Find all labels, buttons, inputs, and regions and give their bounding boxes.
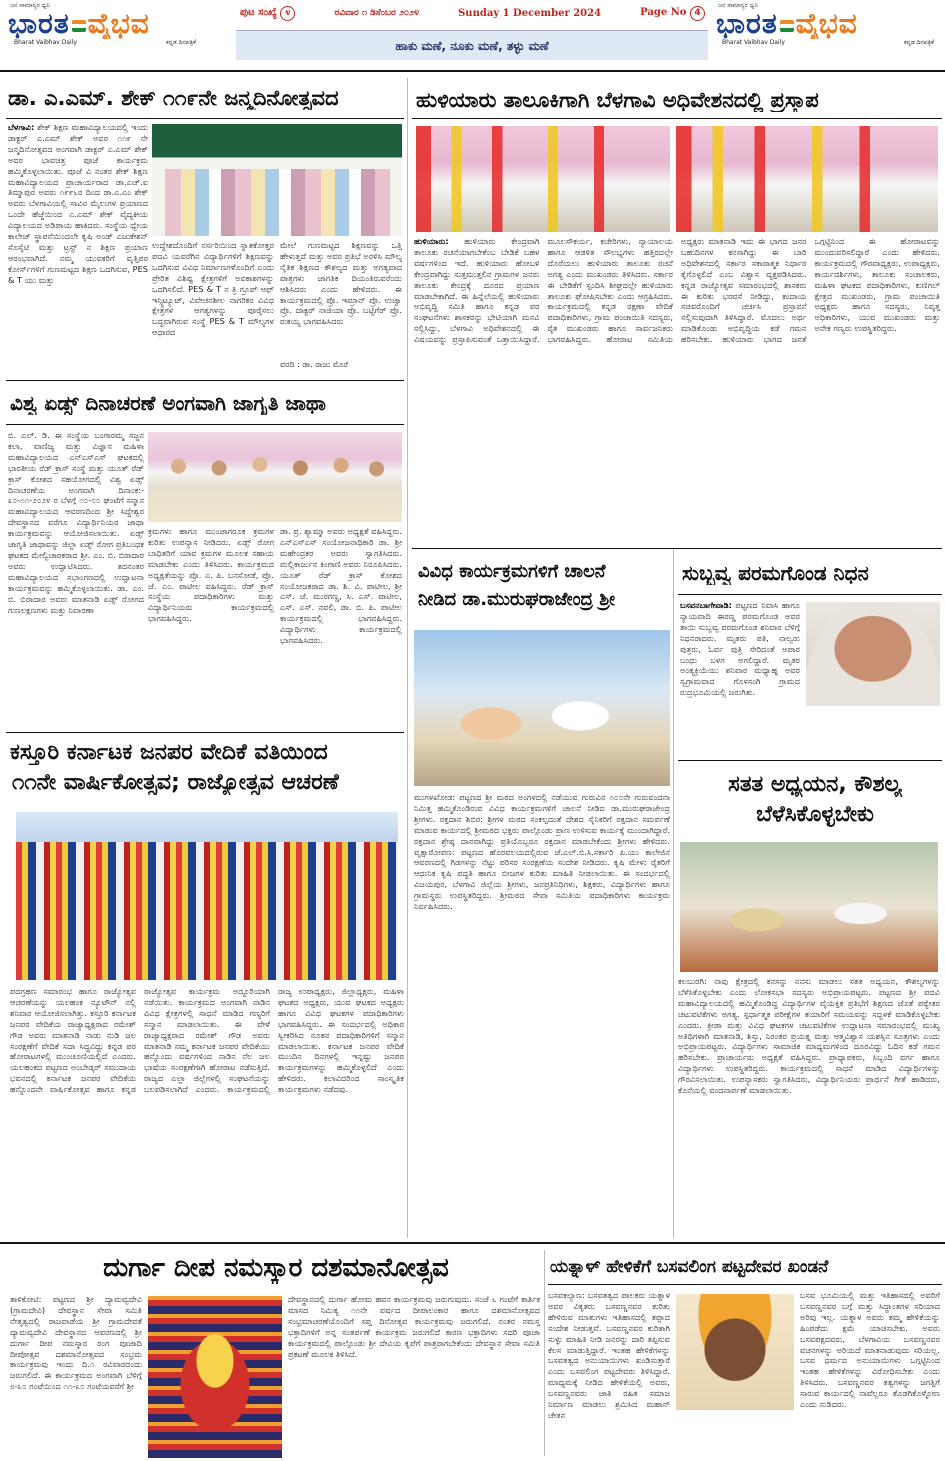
photo-shaikh-group — [152, 124, 402, 236]
article-yatnal-col1: ಬಸವಕಲ್ಯಾಣ: ಬಸವತತ್ವದ ಪಾಲಕರು ಯತ್ನಾಳ ಅವರ ವಿಕೃತರು ಬಸವಣ್ಣನವರ ಕುರಿತು ಹೇಳಿರುವ ಮಾತುಗಳು ಇತಿಹಾಸದಲ್ಲಿ ತಪ್ಪಾದ ಸಂದೇಶ ನೀಡುತ್ತವೆ. ಬಸವಣ್ಣನವರ ಕುರಿತಾಗಿ ಸುಳ್ಳು ಮಾಹಿತಿ ನೀಡಿ ಜನರನ್ನು ದಾರಿ ತಪ್ಪಿಸುವ ಕೆಲಸ ಮಾಡುತ್ತಿದ್ದಾರೆ. ಇಂತಹ ಹೇಳಿಕೆಗಳನ್ನು ಬಸವತತ್ವದ ಅನುಯಾಯಿಗಳು ಖಂಡಿಸುತ್ತಾರೆ ಎಂದು ಬಸವಲಿಂಗ ಪಟ್ಟದೇವರು ತಿಳಿಸಿದ್ದಾರೆ. ಮಾಧ್ಯಮಕ್ಕೆ ನೀಡಿದ ಹೇಳಿಕೆಯಲ್ಲಿ ಅವರು, ಬಸವಣ್ಣನವರು ಜಾತಿ ರಹಿತ ಸಮಾಜ ನಿರ್ಮಾಣ ಮಾಡಲು ಶ್ರಮಿಸಿದ ಮಹಾನ್ ಚೇತನ — [548, 1290, 670, 1420]
section-rule — [412, 548, 942, 549]
page-count-label: ಪುಟ ಸಂಖ್ಯೆ — [240, 6, 277, 18]
logo-tagline: ಜನ ಸಾಮಾನ್ಯರ ಧ್ವನಿ — [10, 2, 50, 9]
photo-sathata-event — [680, 842, 938, 972]
photo-kasturi-group — [16, 812, 398, 980]
article-yatnal-col2: ಬಸವ ಭೂಮಿಯಲ್ಲಿ ಮತ್ತು ಇತಿಹಾಸದಲ್ಲಿ ಅವರಿಗೆ ಬಸವಣ್ಣನವರ ಬಗ್ಗೆ ಮತ್ತು ಸಿದ್ಧಾಂತಗಳ ಸರಿಯಾದ ಅರಿವು ಇಲ್ಲ. ಯತ್ನಾಳ ಅವರು ತಮ್ಮ ಹೇಳಿಕೆಯನ್ನು ಹಿಂಪಡೆದು ಕ್ಷಮೆ ಯಾಚಿಸಬೇಕು. ಅವರು ಬಸವಪಕ್ಷದವರು, ಬೆಳಗಾವಿಯ ಬಸವಣ್ಣನವರ ವಚನಗಳನ್ನು ಅರಿಯದೆ ಮಾತನಾಡುವುದು ಸರಿಯಲ್ಲ. ಬಸವ ಧರ್ಮದ ಅನುಯಾಯಿಗಳು ಒಗ್ಗಟ್ಟಿನಿಂದ ಇಂತಹ ಹೇಳಿಕೆಗಳನ್ನು ವಿರೋಧಿಸಬೇಕು ಎಂದು ತಿಳಿಸಿದರು. ಬಸವಣ್ಣನವರ ತತ್ವಗಳನ್ನು ಜಗತ್ತಿಗೆ ಸಾರುವ ಕಾರ್ಯದಲ್ಲಿ ನಾವೆಲ್ಲರೂ ತೊಡಗಿಕೊಳ್ಳೋಣ ಎಂದು ನುಡಿದರು. — [800, 1290, 940, 1410]
section-rule — [6, 118, 404, 119]
page-count: ೪ — [280, 6, 295, 21]
masthead-slogan: ಹಾಕು ಮಣೆ, ನೂಕು ಮಣೆ, ತಳ್ಳು ಮಣೆ — [236, 30, 708, 60]
article-aids-col3: ಡಾ. ಪ್ರ. ಶ್ಯಾಮ್ಮಾ ಅವರು ಅಧ್ಯಕ್ಷತೆ ವಹಿಸಿದ್ದರು. ಎನ್ಎಸ್ಎಸ್ ಸಂಯೋಜನಾಧಿಕಾರಿ ಡಾ. ಶ್ರೀ ಮಹೇಂದ್ರಕರ ಅವರು ಸ್ವಾಗತಿಸಿದರು. ಮಲ್ಲಿಕಾರ್ಜುನ ಕಿಂಗಾಣಿ ಅವರು ನಿರೂಪಿಸಿದರು. ಯೂತ್ ರೆಡ್ ಕ್ರಾಸ್ ಕೋಶದ ಸಂಯೋಜಕರಾದ ಡಾ. ಶಿ. ವಿ. ಪಾಟೀಲ, ಶ್ರೀ ಎಸ್. ಜೆ. ಮುರಗಣ್ಣ, ಸಿ. ಎಸ್. ಪಾಟೀಲ, ಎಸ್. ಎಸ್. ನವಲಿ, ಡಾ. ಬಿ. ಪಿ. ಪಾಟೀಲ ಕಾರ್ಯಕ್ರಮದಲ್ಲಿ ಭಾಗವಹಿಸಿದ್ದರು. ವಿದ್ಯಾರ್ಥಿಗಳು ಕಾರ್ಯಕ್ರಮದಲ್ಲಿ ಭಾಗವಹಿಸಿದರು. — [280, 526, 402, 646]
article-shaikh-col3: ಮೇಲೆ ಗುಣಮಟ್ಟದ ಶಿಕ್ಷಣವನ್ನು ಒತ್ತಿ ಹೇಳುತ್ತದೆ ಮತ್ತು ಅವರ ಪ್ರತಿಭೆ ಅರಳಿಸಿ ಮೌಲ್ಯ ನೈತಿಕ ಶಿಕ್ಷಣದ ಕೌಶಲ್ಯದ ಮತ್ತು ಅಗತ್ಯವಾದ ಪಾತ್ರಗಳು ಜಾಗತಿಕ ದಿಯಂತಿರುವರೆಂದು ಆಶಿಸಿದರು ಎಂದು ಹೇಳಿದರು. ಈ ಕಾರ್ಯಕ್ರಮದಲ್ಲಿ ಪ್ರೊ. ಇಮ್ರಾನ್ ಪ್ರೊ. ಉಜ್ವಾ ಪ್ರೊ. ದಾಕ್ಟರ್ ನಾಜಿಯಾ ಪ್ರೊ. ಬಟ್ಟಿಗೆರ್ ಪ್ರೊ. ರುಕಯ್ಯ ಭಾಗವಹಿಸಿದರು — [280, 240, 402, 327]
article-durga-col1: ತಾಳಿಕೋಟಿ: ಪಟ್ಟಣದ ಶ್ರೀ ದ್ಯಾಮವ್ವದೇವಿ (ಗ್ರಾಮದೇವಿ) ದೇವಸ್ಥಾನ ಸೇವಾ ಸಮಿತಿ ನೇತೃತ್ವದಲ್ಲಿ ರಾಜವಾಡೆಯ ಶ್ರೀ ಗ್ರಾಮದೇವತೆ ದ್ಯಾಮವ್ವದೇವಿ ದೇವಸ್ಥಾನದ ಆವರಣದಲ್ಲಿ ಶ್ರೀ ದುರ್ಗಾ ದೀಪ ನಮಸ್ಕಾರ ರಂಗ ಪೂಜಾದಿ ದೀಪೋತ್ಸವ ದಶಮಾನೋತ್ಸವದ ಸಂಭ್ರಮ ಕಾರ್ಯಕ್ರಮವು ಇಂದು ದಿ.೧ ರವಿವಾರದಂದು ಜರುಗಲಿದೆ. ಈ ಕಾರ್ಯಕ್ರಮದ ಅಂಗವಾಗಿ ಬೆಳಿಗ್ಗೆ ೮-೩೦ ಗಂಟೆಯಿಂದ ೧೧-೩೦ ಗಂಟೆಯವರೆಗೆ ಶ್ರೀ — [10, 1294, 142, 1392]
headline-huliyar: ಹುಳಿಯಾರು ತಾಲೂಕಿಗಾಗಿ ಬೆಳಗಾವಿ ಅಧಿವೇಶನದಲ್ಲಿ ಪ್ರಸ್ತಾಪ — [416, 88, 819, 112]
section-rule — [678, 760, 942, 761]
headline-sathata-1: ಸತತ ಅಧ್ಯಯನ, ಕೌಶಲ್ಯ — [728, 772, 902, 797]
logo-subtitle: Bharat Vaibhav Daily ಕನ್ನಡ ದಿನಪತ್ರಿಕೆ — [14, 39, 196, 46]
kannada-date: ರವಿವಾರ ೧ ಡಿಸೆಂಬರ ೨೦೨೪ — [334, 8, 420, 18]
logo-wordmark: ಭಾರತ ವೈಭವ — [716, 9, 858, 39]
flag-icon — [780, 20, 794, 32]
headline-aids: ವಿಶ್ವ ಏಡ್ಸ್ ದಿನಾಚರಣೆ ಅಂಗವಾಗಿ ಜಾಗೃತಿ ಜಾಥಾ — [10, 392, 326, 415]
photo-aids-rally — [148, 432, 402, 522]
english-date: Sunday 1 December 2024 — [458, 7, 602, 19]
headline-kasturi-2: ೧೧ನೇ ವಾರ್ಷಿಕೋತ್ಸವ; ರಾಜ್ಯೋತ್ಸವ ಆಚರಣೆ — [12, 770, 339, 795]
article-murugha-body: ಮುಗಳಖೋಡ: ಪಟ್ಟಣದ ಶ್ರೀ ಮಠದ ಅಂಗಳದಲ್ಲಿ ನಡೆಯುವ ಗುರುವಿನ ೧೦೦ನೇ ಗುರುವಂದನಾ ನಿಮಿತ್ತ ಹಮ್ಮಿಕೊಂಡಿರುವ ವಿವಿಧ ಕಾರ್ಯಕ್ರಮಗಳಿಗೆ ಚಾಲನೆ ನೀಡಿದ ಡಾ.ಮುರುಘರಾಜೇಂದ್ರ ಶ್ರೀಗಳು. ರಕ್ತದಾನ ಶಿಬಿರ: ಶ್ರೀಗಳ ಮಠದ ಸಂಕಲ್ಪದಂತೆ ದೇಶದ ಸೈನಿಕರಿಗೆ ರಕ್ತದಾನ ಸಮರ್ಪಣೆ ಮಾಡುವ ಕಾರ್ಯದಲ್ಲಿ ಶ್ರೀಮಠದ ಭಕ್ತರು ಪಾಲ್ಗೊಂಡು ಪ್ರಾಣ ಉಳಿಸುವ ಕಾರ್ಯಕ್ಕೆ ಮುಂದಾಗಿದ್ದಾರೆ. ರಕ್ತದಾನ ಶ್ರೇಷ್ಠ ದಾನವಾಗಿದ್ದು ಪ್ರತಿಯೊಬ್ಬರೂ ರಕ್ತದಾನ ಮಾಡಬೇಕೆಂದು ಶ್ರೀಗಳು ಹೇಳಿದರು. ವೃಕ್ಷಾರೋಪಣ: ಪಟ್ಟಣದ ಹೊರವಲಯದಲ್ಲಿರುವ ಜೆ.ಎಲ್.ಬಿ.ಸಿ.ಸರ್ಕಾರಿ ಪಿ.ಯು ಕಾಲೇಜಿನ ಆವರಣದಲ್ಲಿ ಗಿಡಗಳನ್ನು ನೆಟ್ಟು ಪರಿಸರ ಸಂರಕ್ಷಣೆಯ ಸಂದೇಶ ನೀಡಿದರು. ಕೃಷಿ ಮೇಳ: ರೈತರಿಗೆ ಆಧುನಿಕ ಕೃಷಿ ಪದ್ಧತಿ ಹಾಗೂ ಬೀಜಗಳ ಕುರಿತು ಮಾಹಿತಿ ನೀಡಲಾಯಿತು. ಈ ಸಂದರ್ಭದಲ್ಲಿ ವಿಜಯಪುರ, ಬೆಳಗಾವಿ ಜಿಲ್ಲೆಯ ಶ್ರೀಗಳು, ಜನಪ್ರತಿನಿಧಿಗಳು, ಶಿಕ್ಷಕರು, ವಿದ್ಯಾರ್ಥಿಗಳು ಹಾಗೂ ಗ್ರಾಮಸ್ಥರು ಉಪಸ್ಥಿತರಿದ್ದರು. ಶ್ರೀಮಠದ ಸೇವಾ ಸಮಿತಿಯ ಪದಾಧಿಕಾರಿಗಳು ಕಾರ್ಯಕ್ರಮ ನಿರ್ವಹಿಸಿದರು. — [414, 792, 670, 912]
article-subbavva-body: ಬಸವನಬಾಗೇವಾಡಿ: ಪಟ್ಟಣದ ನಿವಾಸಿ ಹಾಗೂ ನ್ಯಾಯವಾದಿ ಈರಣ್ಣ ಪರಮಗೊಂಡ ಅವರ ತಾಯಿ ಸುಬ್ಬವ್ವ ಪರಮಗೊಂಡ ಶನಿವಾರ ಬೆಳಿಗ್ಗೆ ನಿಧನರಾದರು. ಮೃತರು ಪತಿ, ನಾಲ್ವರು ಪುತ್ರರು, ಓರ್ವ ಪುತ್ರಿ ಸೇರಿದಂತೆ ಅಪಾರ ಬಂಧು ಬಳಗ ಅಗಲಿದ್ದಾರೆ. ಮೃತರ ಅಂತ್ಯಕ್ರಿಯೆಯು ಶನಿವಾರ ಮಧ್ಯಾಹ್ನ ಅವರ ಸ್ವಗ್ರಾಮವಾದ ಗೊಳಸಂಗಿ ಗ್ರಾಮದ ರುದ್ರಭೂಮಿಯಲ್ಲಿ ಜರುಗಿತು. — [680, 600, 800, 698]
article-shaikh-credit: ವರದಿ : ಡಾ. ರಾಜು ಮೊರೆ — [280, 360, 348, 369]
headline-durga: ದುರ್ಗಾ ದೀಪ ನಮಸ್ಕಾರ ದಶಮಾನೋತ್ಸವ — [103, 1254, 449, 1283]
photo-yatnal-swamiji — [676, 1294, 794, 1410]
section-rule — [0, 1242, 945, 1244]
section-rule — [412, 118, 942, 119]
logo-wordmark: ಭಾರತ ವೈಭವ — [8, 9, 150, 39]
section-rule — [6, 732, 404, 733]
flag-icon — [72, 20, 86, 32]
photo-durga-deity — [148, 1296, 282, 1458]
masthead-logo-right — [712, 2, 942, 66]
column-divider — [673, 548, 674, 1238]
logo-tagline: ಜನ ಸಾಮಾನ್ಯರ ಧ್ವನಿ — [718, 2, 758, 9]
section-rule — [6, 424, 404, 425]
headline-murugha-1: ವಿವಿಧ ಕಾರ್ಯಕ್ರಮಗಳಿಗೆ ಚಾಲನೆ — [418, 562, 606, 582]
headline-murugha-2: ನೀಡಿದ ಡಾ.ಮುರುಘರಾಜೇಂದ್ರ ಶ್ರೀ — [418, 590, 616, 610]
article-sathata-body: ಕಲಬುರಗಿ: ನಾವು ಕ್ಷೇತ್ರದಲ್ಲಿ ಕನಸನ್ನು ನನಸು ಮಾಡಲು ಸತತ ಅಧ್ಯಯನ, ಕೌಶಲ್ಯಗಳನ್ನು ಬೆಳೆಸಿಕೊಳ್ಳಬೇಕು ಎಂದು ಲೋಕಸಭಾ ಸದಸ್ಯರು ಅಭಿಪ್ರಾಯಪಟ್ಟರು. ಪಟ್ಟಣದ ಶ್ರೀ ಪದವಿ ಮಹಾವಿದ್ಯಾಲಯದಲ್ಲಿ ಹಮ್ಮಿಕೊಂಡಿದ್ದ ವಿದ್ಯಾರ್ಥಿಗಳ ವೈಯಕ್ತಿಕ ಪ್ರತಿಭೆಗೆ ಶಿಕ್ಷಣದ ಜೊತೆ ಪಠ್ಯೇತರ ಚಟುವಟಿಕೆಗಳು ಅಗತ್ಯ. ಸ್ಪರ್ಧಾತ್ಮಕ ಪರೀಕ್ಷೆಗಳ ತಯಾರಿಗೆ ಸಮಯವನ್ನು ಸದ್ಬಳಕೆ ಮಾಡಿಕೊಳ್ಳಬೇಕು ಎಂದರು. ಕ್ರೀಡಾ ಮತ್ತು ವಿವಿಧ ಘಟಕಗಳ ಚಟುವಟಿಕೆಗಳ ಉದ್ಘಾಟನಾ ಸಮಾರಂಭದಲ್ಲಿ ಮುಖ್ಯ ಅತಿಥಿಗಳಾಗಿ ಮಾತನಾಡಿ, ಶಿಸ್ತು, ನಿರಂತರ ಪ್ರಯತ್ನ ಮತ್ತು ಆತ್ಮವಿಶ್ವಾಸ ಯಶಸ್ಸಿನ ಸೂತ್ರಗಳು ಎಂದು ಅಭಿಪ್ರಾಯಪಟ್ಟರು. ವಿದ್ಯಾರ್ಥಿಗಳು ಸಾಮಾಜಿಕ ಮಾಧ್ಯಮಗಳಿಂದ ದೂರವಿದ್ದು ಓದಿನ ಕಡೆ ಗಮನ ಹರಿಸಬೇಕು. ಪ್ರಾಚಾರ್ಯರು ಅಧ್ಯಕ್ಷತೆ ವಹಿಸಿದ್ದರು. ಪ್ರಾಧ್ಯಾಪಕರು, ಸಿಬ್ಬಂದಿ ವರ್ಗ ಹಾಗೂ ವಿದ್ಯಾರ್ಥಿಗಳು ಉಪಸ್ಥಿತರಿದ್ದರು. ಕಾರ್ಯಕ್ರಮದಲ್ಲಿ ಸಾಧನೆ ಮಾಡಿದ ವಿದ್ಯಾರ್ಥಿಗಳನ್ನು ಗೌರವಿಸಲಾಯಿತು. ಉಪನ್ಯಾಸಕರು ಸ್ವಾಗತಿಸಿದರು, ವಿದ್ಯಾರ್ಥಿನಿಯರು ಪ್ರಾರ್ಥನೆ ಗೀತೆ ಹಾಡಿದರು, ಕೊನೆಯಲ್ಲಿ ವಂದನಾರ್ಪಣೆ ಮಾಡಲಾಯಿತು. — [678, 976, 940, 1096]
headline-subbavva: ಸುಬ್ಬವ್ವ ಪರಮಗೊಂಡ ನಿಧನ — [682, 562, 869, 585]
headline-kasturi-1: ಕಸ್ತೂರಿ ಕರ್ನಾಟಕ ಜನಪರ ವೇದಿಕೆ ವತಿಯಿಂದ — [10, 740, 328, 765]
article-durga-col2: ದೇವಸ್ಥಾನದಲ್ಲಿ ದುರ್ಗಾ ಹೋಮ ಹವನ ಕಾರ್ಯಕ್ರಮವು ಜರುಗುವುದು. ಸಂಜೆ ೬ ಗಂಟೆಗೆ ಕಾರ್ತಿಕ ಮಾಸದ ನಿಮಿತ್ಯ ೧೧ನೇ ವರ್ಷದ ದೀಪಾಲಂಕಾರ ಹಾಗೂ ದಶಮಾನೋತ್ಸವದ ಸಂಭ್ರಮಾಚರಣೆಯೊಂದಿಗೆ ಸಪ್ತ ದಿನೋತ್ಸವ ಕಾರ್ಯಕ್ರಮವು ಜರುಗಲಿದೆ. ನಂತರ ನಮಸ್ತ ಭಕ್ತಾದಿಗಳಿಗೆ ಅನ್ನ ಸಂತರ್ಪಣೆ ಕಾರ್ಯಕ್ರಮ ಜರುಗಲಿದೆ ಕಾರಣ ಭಕ್ತಾದಿಗಳು ಸದರಿ ಪೂಜಾ ಕಾರ್ಯಕ್ರಮದಲ್ಲಿ ಪಾಲ್ಗೊಂಡು ಶ್ರೀ ದೇವಿಯ ಕೃಪೆಗೆ ಪಾತ್ರರಾಗಬೇಕೆಂದು ದೇವಸ್ಥಾನ ಸೇವಾ ಸಮಿತಿ ಪ್ರಕಟಣೆ ಮೂಲಕ ತಿಳಿಸಿದೆ. — [288, 1294, 540, 1359]
page-no-label: Page No — [640, 6, 687, 18]
article-huliyar-body: ಹುಳಿಯಾರು: ಹುಳಿಯಾರು ಕೇಂದ್ರವಾಗಿ ತಾಲೂಕು ರಚನೆಯಾಗಬೇಕೆಂಬ ಬೇಡಿಕೆ ಬಹಳ ವರ್ಷಗಳಿಂದ ಇದೆ. ಹುಳಿಯಾರು ಹೋಬಳಿ ಕೇಂದ್ರವಾಗಿದ್ದು ಸುತ್ತಮುತ್ತಲಿನ ಗ್ರಾಮಗಳ ಜನರು ತಾಲೂಕು ಕೇಂದ್ರಕ್ಕೆ ದೂರದ ಪ್ರಯಾಣ ಮಾಡಬೇಕಾಗಿದೆ. ಈ ಹಿನ್ನೆಲೆಯಲ್ಲಿ ಹುಳಿಯಾರು ಅಭಿವೃದ್ಧಿ ಸಮಿತಿ ಹಾಗೂ ಕನ್ನಡ ಪರ ಸಂಘಟನೆಗಳು ಶಾಸಕರನ್ನು ಭೇಟಿಯಾಗಿ ಮನವಿ ಸಲ್ಲಿಸಿದ್ದು, ಬೆಳಗಾವಿ ಅಧಿವೇಶನದಲ್ಲಿ ಈ ವಿಷಯವನ್ನು ಪ್ರಸ್ತಾಪಿಸುವಂತೆ ಒತ್ತಾಯಿಸಿದ್ದಾರೆ. ಮೂಲಸೌಕರ್ಯ, ಕಚೇರಿಗಳು, ನ್ಯಾಯಾಲಯ ಹಾಗೂ ಆಡಳಿತ ಸೌಲಭ್ಯಗಳು ಹತ್ತಿರದಲ್ಲೇ ದೊರೆಯಲು ಹುಳಿಯಾರು ತಾಲೂಕು ರಚನೆ ಅಗತ್ಯ ಎಂದು ಮುಖಂಡರು ತಿಳಿಸಿದರು. ಸರ್ಕಾರ ಈ ಬೇಡಿಕೆಗೆ ಸ್ಪಂದಿಸಿ ಶೀಘ್ರದಲ್ಲೇ ಹುಳಿಯಾರು ತಾಲೂಕು ಘೋಷಿಸಬೇಕು ಎಂದು ಆಗ್ರಹಿಸಿದರು. ಕಾರ್ಯಕ್ರಮದಲ್ಲಿ ಕನ್ನಡ ರಕ್ಷಣಾ ವೇದಿಕೆ ಪದಾಧಿಕಾರಿಗಳು, ಗ್ರಾಮ ಪಂಚಾಯಿತಿ ಸದಸ್ಯರು, ರೈತ ಮುಖಂಡರು ಹಾಗೂ ಸಾರ್ವಜನಿಕರು ಭಾಗವಹಿಸಿದ್ದರು. ಹೋರಾಟ ಸಮಿತಿಯ ಅಧ್ಯಕ್ಷರು ಮಾತನಾಡಿ ಇದು ಈ ಭಾಗದ ಜನರ ಬಹುದಿನಗಳ ಕನಸಾಗಿದ್ದು ಈ ಬಾರಿ ಅಧಿವೇಶನದಲ್ಲಿ ಸರ್ಕಾರ ಸಕಾರಾತ್ಮಕ ನಿರ್ಧಾರ ಕೈಗೊಳ್ಳಲಿದೆ ಎಂಬ ವಿಶ್ವಾಸ ವ್ಯಕ್ತಪಡಿಸಿದರು. ಕನ್ನಡ ರಾಜ್ಯೋತ್ಸವ ಸಮಾರಂಭದಲ್ಲಿ ಶಾಸಕರು ಈ ಕುರಿತು ಭರವಸೆ ನೀಡಿದ್ದು, ಕಂದಾಯ ಸಚಿವರೊಂದಿಗೆ ಚರ್ಚಿಸಿ ಪ್ರಸ್ತಾವನೆ ಸಲ್ಲಿಸುವುದಾಗಿ ತಿಳಿಸಿದ್ದಾರೆ. ಮೊದಲು ಅರ್ಥ ಮಾಡಿಕೊಂಡು ಅಭಿವೃದ್ಧಿಯ ಕಡೆ ಗಮನ ಹರಿಸಬೇಕು. ಹುಳಿಯಾರು ಭಾಗದ ಜನತೆ ಒಗ್ಗಟ್ಟಿನಿಂದ ಈ ಹೋರಾಟವನ್ನು ಮುಂದುವರಿಸಲಿದ್ದಾರೆ ಎಂದು ಹೇಳಿದರು. ಕಾರ್ಯಕ್ರಮದಲ್ಲಿ ಗೌರವಾಧ್ಯಕ್ಷರು, ಉಪಾಧ್ಯಕ್ಷರು, ಕಾರ್ಯದರ್ಶಿಗಳು, ತಾಲೂಕು ಸಂಚಾಲಕರು, ಮಹಿಳಾ ಘಟಕದ ಪದಾಧಿಕಾರಿಗಳು, ಕುಣಿಗಲ್ ಕ್ಷೇತ್ರದ ಮುಖಂಡರು, ಗ್ರಾಮ ಪಂಚಾಯಿತಿ ಅಧ್ಯಕ್ಷರು ಹಾಗೂ ಸದಸ್ಯರು, ನಿವೃತ್ತ ಅಧಿಕಾರಿಗಳು, ಯುವ ಮುಖಂಡರು ಮತ್ತು ಅನೇಕ ಗಣ್ಯರು ಉಪಸ್ಥಿತರಿದ್ದರು. — [414, 236, 940, 345]
headline-sathata-2: ಬೆಳೆಸಿಕೊಳ್ಳಬೇಕು — [756, 802, 874, 827]
column-divider — [407, 78, 408, 1238]
masthead-rule — [0, 70, 945, 72]
photo-huliyar-stage-1 — [416, 126, 670, 232]
article-shaikh-col2: ಉದ್ದೇಶದೊಂದಿಗೆ ನರ್ಸರಿಯಿಂದ ಸ್ನಾತಕೋತ್ತರ ಪದವಿ ಯವರೆಗಿನ ವಿದ್ಯಾರ್ಥಿಗಳಿಗೆ ಶಿಕ್ಷಣವನ್ನು ಒದಗಿಸುವ ವಿವಿಧ ನಿರ್ಮಾಣಗಳೊಂದಿಗೆ ಎಂದು ಪ್ರೇರಿತ ವಿಶಿಷ್ಟ ಕ್ಷೇತ್ರಗಳಿಗೆ ಅವಕಾಶಗಳನ್ನು ಒದಗಿಸಲಿದೆ. PES & T ನ ತ್ರಿ ಗ್ರೂಪ್ ಆಫ್ ಇನ್ಸ್ಟಿಟ್ಯೂಟ್, ವಿವೇಚನಶೀಲ ನಾಗರಿಕರ ವಿವಿಧ ಕ್ಷೇತ್ರಗಳ ಆಗತ್ಯಗಳನ್ನು ಪೂರೈಸಲು ಬದ್ಧವಾಗಿರುವ ಸಂಸ್ಥೆ PES & T ಮೌಲ್ಯಗಳ ಆಧಾರದ — [152, 240, 274, 338]
article-aids-col1: ಬಿ. ಎಲ್. ಡಿ. ಈ ಸಂಸ್ಥೆಯ ಬಂಗಾರಮ್ಮ ಸಜ್ಜನ ಕಲಾ, ವಾಣಿಜ್ಯ ಮತ್ತು ವಿಜ್ಞಾನ ಮಹಿಳಾ ಮಹಾವಿದ್ಯಾಲಯದ ಎನ್ಎಸ್ಎಸ್ ಘಟಕದಲ್ಲಿ ಭಾರತೀಯ ರೆಡ್ ಕ್ರಾಸ್ ಸಂಸ್ಥೆ ಮತ್ತು ಯೂತ್ ರೆಡ್ ಕ್ರಾಸ್ ಕೋಶದ ಸಹಯೋಗದಲ್ಲಿ ವಿಶ್ವ ಏಡ್ಸ್ ದಿನಾಚರಣೆಯ ಅಂಗವಾಗಿ ದಿನಾಂಕ:- ೩೦-೧೧-೨೦೨೪ ರ ಬೆಳಗ್ಗೆ ೧೦-೦೦ ಘಂಟೆಗೆ ಸನ್ಮಾನ ಮಹಾವಿದ್ಯಾಲಯದ ಆವರಣದಿಂದ ಶ್ರೀ ಸಿದ್ದೇಶ್ವರ ದೇವಸ್ಥಾನದ ವರೆಗೂ ವಿದ್ಯಾರ್ಥಿನಿಯರ ಜಾಥಾ ಕಾರ್ಯಕ್ರಮವನ್ನು ಆಯೋಜಿಸಲಾಯಿತು. ಏಡ್ಸ್ ಜಾಗೃತಿ ಜಾಥಾವನ್ನು ಜಿಲ್ಲಾ ಏಡ್ಸ್ ರೋಗ ಪ್ರತಿಬಂಧಕ ಘಟಕದ ಮೇಲ್ವಿಚಾರಕರಾದ ಶ್ರೀ. ಎಂ. ಬಿ. ಬಿರಾದಾರ ಅವರು ಉದ್ಘಾಟಿಸಿದರು. ತದನಂತರ ಮಹಾವಿದ್ಯಾಲಯದ ಸಭಾಂಗಣದಲ್ಲಿ ಉದ್ಘಾಟನಾ ಕಾರ್ಯಕ್ರಮವನ್ನು ಹಮ್ಮಿಕೊಳ್ಳಲಾಯಿತು. ಡಾ. ಎಂ. ಬಿ. ಬಿರಾದಾರ ಅವರು ಮಾತನಾಡಿ ಏಡ್ಸ್ ರೋಗದ ಗುಣಲಕ್ಷಣಗಳು ಮತ್ತು ನಿವಾರಣಾ — [8, 430, 144, 615]
page-no: 4 — [690, 6, 705, 21]
photo-subbavva-portrait — [806, 602, 940, 706]
masthead-logo-left — [4, 2, 204, 66]
photo-murugha-ceremony — [414, 630, 670, 786]
section-rule — [678, 594, 942, 595]
headline-shaikh: ಡಾ. ಎ.ಎಮ್. ಶೇಕ್ ೧೧೯ನೇ ಜನ್ಮದಿನೋತ್ಸವದ — [8, 86, 339, 110]
section-rule — [548, 1284, 942, 1285]
article-kasturi-body: ಪದಗ್ರಹಣ ಸಮಾರಂಭ ಹಾಗೂ ರಾಜ್ಯೋತ್ಸವ ಆಚರಣೆಯನ್ನು ಯಲಹಂಕ ನ್ಯೂಟೌನ್ ನಲ್ಲಿ ಶನಿವಾರ ಆಯೋಜಿಸಲಾಗಿತ್ತು. ಕಸ್ತೂರಿ ಕರ್ನಾಟಕ ಜನಪರ ವೇದಿಕೆಯ ರಾಜ್ಯಾಧ್ಯಕ್ಷರಾದ ರಮೇಶ್ ಗೌಡ ಅವರು ಮಾತನಾಡಿ ನಾಡು ನುಡಿ ಜಲ ಸಂರಕ್ಷಣೆಗೆ ವೇದಿಕೆ ಸದಾ ಸಿದ್ಧವಿದ್ದು ಕನ್ನಡ ಪರ ಹೋರಾಟಗಳಲ್ಲಿ ಮುಂಚೂಣಿಯಲ್ಲಿದೆ ಎಂದರು. ಯಲಹಂಕದ ಪಟ್ಟಣದ ಅಂಬೇಡ್ಕರ್ ಸಮುದಾಯ ಭವನದಲ್ಲಿ ಕರ್ನಾಟಕ ಜನಪರ ವೇದಿಕೆಯ ಹನ್ನೊಂದನೇ ವಾರ್ಷಿಕೋತ್ಸವ ಹಾಗೂ ಕನ್ನಡ ರಾಜ್ಯೋತ್ಸವ ಕಾರ್ಯಕ್ರಮ ಅದ್ದೂರಿಯಾಗಿ ನಡೆಯಿತು. ಕಾರ್ಯಕ್ರಮದ ಅಂಗವಾಗಿ ನಾಡಿನ ವಿವಿಧ ಕ್ಷೇತ್ರಗಳಲ್ಲಿ ಸಾಧನೆ ಮಾಡಿದ ಗಣ್ಯರಿಗೆ ಸನ್ಮಾನ ಮಾಡಲಾಯಿತು. ಈ ವೇಳೆ ರಾಜ್ಯಾಧ್ಯಕ್ಷರಾದ ರಮೇಶ್ ಗೌಡ ಅವರು ಮಾತನಾಡಿ ನಮ್ಮ ಕರ್ನಾಟಕ ಜನಪರ ವೇದಿಕೆಯು ಹನ್ನೊಂದು ವರ್ಷಗಳಿಂದ ನಾಡಿನ ನೆಲ ಜಲ ಭಾಷೆಯ ಸಂರಕ್ಷಣೆಗಾಗಿ ಹೋರಾಟ ನಡೆಸುತ್ತಿದೆ. ರಾಜ್ಯದ ಎಲ್ಲಾ ಜಿಲ್ಲೆಗಳಲ್ಲಿ ಸಂಘಟನೆಯನ್ನು ಬಲಪಡಿಸಲಾಗಿದೆ ಎಂದರು. ಕಾರ್ಯಕ್ರಮದಲ್ಲಿ ರಾಜ್ಯ ಉಪಾಧ್ಯಕ್ಷರು, ಜಿಲ್ಲಾಧ್ಯಕ್ಷರು, ಮಹಿಳಾ ಘಟಕದ ಅಧ್ಯಕ್ಷರು, ಯುವ ಘಟಕದ ಅಧ್ಯಕ್ಷರು ಹಾಗೂ ವಿವಿಧ ಘಟಕಗಳ ಪದಾಧಿಕಾರಿಗಳು ಭಾಗವಹಿಸಿದ್ದರು. ಈ ಸಂದರ್ಭದಲ್ಲಿ ಅಧಿಕಾರ ಸ್ವೀಕರಿಸಿದ ನೂತನ ಪದಾಧಿಕಾರಿಗಳಿಗೆ ಸನ್ಮಾನ ಮಾಡಲಾಯಿತು. ಕರ್ನಾಟಕ ಜನಪರ ವೇದಿಕೆ ಮುಂದಿನ ದಿನಗಳಲ್ಲಿ ಇನ್ನಷ್ಟು ಜನಪರ ಕಾರ್ಯಕ್ರಮಗಳನ್ನು ಹಮ್ಮಿಕೊಳ್ಳಲಿದೆ ಎಂದು ಹೇಳಿದರು. ಕಲಾವಿದರಿಂದ ಸಾಂಸ್ಕೃತಿಕ ಕಾರ್ಯಕ್ರಮಗಳು ನಡೆದವು. — [10, 986, 404, 1095]
article-shaikh-col1: ಬೆಳಗಾವಿ: ಶೇಕ್ ಶಿಕ್ಷಣ ಮಹಾವಿದ್ಯಾಲಯದಲ್ಲಿ ಇಂದು ಡಾಕ್ಟರ್ ಎ.ಎಮ್ ಶೇಕ್ ಅವರ ೧೧೯ ನೇ ಜನ್ಮದಿನೋತ್ಸವದ ಅಂಗವಾಗಿ ಡಾಕ್ಟರ್ ಎ.ಎಮ್ ಶೇಕ್ ಅವರ ಭಾವಚಿತ್ರ ಪೂಜೆ ಕಾರ್ಯಕ್ರಮ ಹಮ್ಮಿಕೊಳ್ಳಲಾಯಿತು. ಪೂಜೆ ವಿ ನಂತರ ಶೇಕ್ ಶಿಕ್ಷಣ ಮಹಾವಿದ್ಯಾಲಯದ ಪ್ರಾಚಾರ್ಯರಾದ ಡಾ.ಎಚ್.ಐ ತಿಮ್ಮಾಪುರ ಅವರು ೧೯೯೬ರ ದಿಂದ ಡಾ.ಎ.ಎಂ ಶೇಕ್ ಅವರು ಬೆಳಗಾವಿಯಲ್ಲಿ ಸಾವಿರ ಮೈಲುಗಳ ಪ್ರಯಾಣದ ಒಂದೇ ಹೆಜ್ಜೆಯಿಂದ ಎ.ಎಮ್ ಶೇಕ್ ವೈದ್ಯಕೀಯ ವಿದ್ಯಾಲಯದ ಅಡಿಪಾಯ ಹಾಕಿದರು. ಸಂಸ್ಥೆಯ ಧ್ಯೇಯ ಕಾಲೇಜ್ ಸ್ಥಾಪನೆಯಿಂದಲೇ ಕೃಷಿ ಅಂಡ್ ಎಜುಕೇಶನ್ ಸೊಸೈಟಿ ಮತ್ತು ಟ್ರಸ್ಟ್ ನ ಶಿಕ್ಷಣ ಪ್ರಯಾಣ ಆರಂಭವಾಗಿದೆ. ನಮ್ಮ ಯುವಕರಿಗೆ ವೃತ್ತಿಪರ ಕೋರ್ಸ್‌ಗಳಿಗೆ ಗುಣಮಟ್ಟದ ಶಿಕ್ಷಣ ಒದಗಿಸುವ, PES & T ಯು ಮತ್ತು — [8, 122, 148, 285]
headline-yatnal: ಯತ್ನಾಳ್ ಹೇಳಿಕೆಗೆ ಬಸವಲಿಂಗ ಪಟ್ಟದೇವರ ಖಂಡನೆ — [550, 1258, 829, 1277]
photo-huliyar-stage-2 — [676, 126, 938, 232]
section-rule — [6, 380, 404, 381]
masthead-info-bar — [240, 4, 705, 22]
article-aids-col2: ಕ್ರಮಗಳು ಹಾಗೂ ಮುಂಜಾಗರೂಕ ಕ್ರಮಗಳ ಕುರಿತು ಉಪನ್ಯಾಸ ನೀಡಿದರು. ಏಡ್ಸ್ ರೋಗ ಬಾಧಿತರಿಗೆ ಯಾವ ಕ್ರಮಗಳ ಮೂಲಕ ಸಹಾಯ ಮಾಡಬೇಕು ಎಂದು ತಿಳಿಸಿದರು. ಕಾರ್ಯಕ್ರಮದ ಅಧ್ಯಕ್ಷತೆಯನ್ನು ಪ್ರೊ. ಎ. ಪಿ. ಬನಸೋಡೆ, ಪ್ರೊ. ಜೆ. ಎಂ. ಪಾಟೀಲ ವಹಿಸಿದ್ದರು. ರೆಡ್ ಕ್ರಾಸ್ ಸಂಸ್ಥೆಯ ಪದಾಧಿಕಾರಿಗಳು ಮತ್ತು ವಿದ್ಯಾರ್ಥಿನಿಯರು ಕಾರ್ಯಕ್ರಮದಲ್ಲಿ ಭಾಗವಹಿಸಿದ್ದರು. — [148, 526, 274, 624]
column-divider — [544, 1250, 545, 1456]
logo-subtitle: Bharat Vaibhav Daily ಕನ್ನಡ ದಿನಪತ್ರಿಕೆ — [722, 39, 934, 46]
